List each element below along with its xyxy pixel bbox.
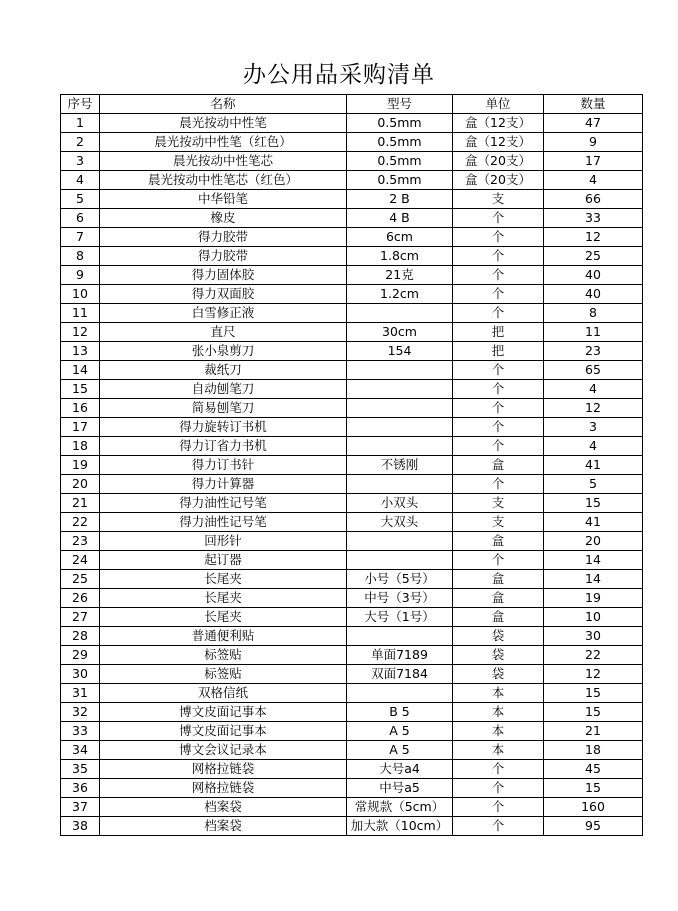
- cell-name: 得力胶带: [100, 247, 347, 266]
- cell-unit: 个: [453, 760, 544, 779]
- cell-unit: 个: [453, 228, 544, 247]
- header-unit: 单位: [453, 95, 544, 114]
- cell-unit: 袋: [453, 646, 544, 665]
- cell-no: 21: [61, 494, 100, 513]
- cell-qty: 19: [544, 589, 643, 608]
- cell-qty: 14: [544, 570, 643, 589]
- table-row: [61, 551, 643, 570]
- cell-qty: 12: [544, 399, 643, 418]
- cell-qty: 21: [544, 722, 643, 741]
- cell-unit: 个: [453, 817, 544, 836]
- cell-model: [347, 380, 453, 399]
- cell-model: A 5: [347, 741, 453, 760]
- cell-unit: 盒: [453, 608, 544, 627]
- cell-unit: 把: [453, 342, 544, 361]
- cell-no: 3: [61, 152, 100, 171]
- cell-model: [347, 437, 453, 456]
- cell-qty: 41: [544, 513, 643, 532]
- table-row: [61, 209, 643, 228]
- cell-name: 晨光按动中性笔芯（红色）: [100, 171, 347, 190]
- table-row: [61, 798, 643, 817]
- cell-no: 30: [61, 665, 100, 684]
- table-row: [61, 247, 643, 266]
- cell-qty: 12: [544, 665, 643, 684]
- cell-no: 24: [61, 551, 100, 570]
- cell-qty: 160: [544, 798, 643, 817]
- table-row: [61, 228, 643, 247]
- cell-unit: 袋: [453, 627, 544, 646]
- table-row: [61, 437, 643, 456]
- cell-name: 长尾夹: [100, 570, 347, 589]
- cell-name: 回形针: [100, 532, 347, 551]
- cell-model: 中号（3号）: [347, 589, 453, 608]
- cell-qty: 15: [544, 703, 643, 722]
- cell-model: 0.5mm: [347, 114, 453, 133]
- cell-name: 张小泉剪刀: [100, 342, 347, 361]
- cell-no: 31: [61, 684, 100, 703]
- cell-qty: 15: [544, 494, 643, 513]
- cell-model: [347, 418, 453, 437]
- table-header-row: [61, 95, 643, 114]
- cell-qty: 23: [544, 342, 643, 361]
- cell-unit: 盒: [453, 532, 544, 551]
- cell-model: [347, 361, 453, 380]
- cell-qty: 66: [544, 190, 643, 209]
- cell-no: 13: [61, 342, 100, 361]
- cell-no: 36: [61, 779, 100, 798]
- cell-model: 中号a5: [347, 779, 453, 798]
- cell-name: 得力订书针: [100, 456, 347, 475]
- cell-name: 白雪修正液: [100, 304, 347, 323]
- table-row: [61, 418, 643, 437]
- cell-unit: 本: [453, 741, 544, 760]
- cell-qty: 10: [544, 608, 643, 627]
- cell-unit: 个: [453, 304, 544, 323]
- cell-model: 4 B: [347, 209, 453, 228]
- cell-qty: 40: [544, 266, 643, 285]
- cell-no: 26: [61, 589, 100, 608]
- cell-no: 23: [61, 532, 100, 551]
- cell-no: 1: [61, 114, 100, 133]
- cell-unit: 支: [453, 190, 544, 209]
- cell-unit: 个: [453, 380, 544, 399]
- cell-name: 得力油性记号笔: [100, 494, 347, 513]
- cell-name: 标签贴: [100, 665, 347, 684]
- table-row: [61, 722, 643, 741]
- cell-no: 14: [61, 361, 100, 380]
- cell-no: 37: [61, 798, 100, 817]
- cell-qty: 30: [544, 627, 643, 646]
- cell-no: 6: [61, 209, 100, 228]
- cell-unit: 把: [453, 323, 544, 342]
- cell-qty: 20: [544, 532, 643, 551]
- cell-name: 得力订省力书机: [100, 437, 347, 456]
- cell-model: [347, 475, 453, 494]
- table-row: [61, 684, 643, 703]
- cell-model: 不锈刚: [347, 456, 453, 475]
- cell-qty: 45: [544, 760, 643, 779]
- cell-name: 起订器: [100, 551, 347, 570]
- cell-qty: 4: [544, 171, 643, 190]
- table-row: [61, 608, 643, 627]
- cell-no: 16: [61, 399, 100, 418]
- cell-unit: 个: [453, 361, 544, 380]
- cell-unit: 本: [453, 703, 544, 722]
- table-row: [61, 171, 643, 190]
- cell-name: 直尺: [100, 323, 347, 342]
- cell-qty: 18: [544, 741, 643, 760]
- cell-qty: 4: [544, 437, 643, 456]
- cell-model: 加大款（10cm）: [347, 817, 453, 836]
- cell-no: 28: [61, 627, 100, 646]
- table-row: [61, 152, 643, 171]
- table-row: [61, 399, 643, 418]
- cell-name: 长尾夹: [100, 608, 347, 627]
- cell-no: 4: [61, 171, 100, 190]
- cell-name: 晨光按动中性笔（红色）: [100, 133, 347, 152]
- header-no: 序号: [61, 95, 100, 114]
- cell-qty: 4: [544, 380, 643, 399]
- cell-name: 博文皮面记事本: [100, 703, 347, 722]
- table-row: [61, 513, 643, 532]
- cell-unit: 个: [453, 399, 544, 418]
- cell-qty: 15: [544, 779, 643, 798]
- cell-no: 33: [61, 722, 100, 741]
- cell-unit: 个: [453, 266, 544, 285]
- cell-name: 双格信纸: [100, 684, 347, 703]
- cell-name: 博文会议记录本: [100, 741, 347, 760]
- table-row: [61, 817, 643, 836]
- cell-qty: 12: [544, 228, 643, 247]
- cell-name: 档案袋: [100, 798, 347, 817]
- cell-qty: 33: [544, 209, 643, 228]
- table-row: [61, 114, 643, 133]
- cell-unit: 盒: [453, 456, 544, 475]
- cell-model: 1.8cm: [347, 247, 453, 266]
- table-row: [61, 380, 643, 399]
- cell-unit: 个: [453, 437, 544, 456]
- cell-unit: 个: [453, 209, 544, 228]
- cell-unit: 本: [453, 722, 544, 741]
- cell-model: 常规款（5cm）: [347, 798, 453, 817]
- header-name: 名称: [100, 95, 347, 114]
- cell-unit: 个: [453, 475, 544, 494]
- table-row: [61, 760, 643, 779]
- table-row: [61, 665, 643, 684]
- cell-model: A 5: [347, 722, 453, 741]
- cell-model: 1.2cm: [347, 285, 453, 304]
- cell-no: 27: [61, 608, 100, 627]
- cell-model: 小双头: [347, 494, 453, 513]
- cell-name: 自动刨笔刀: [100, 380, 347, 399]
- cell-qty: 17: [544, 152, 643, 171]
- table-row: [61, 285, 643, 304]
- table-row: [61, 266, 643, 285]
- cell-no: 9: [61, 266, 100, 285]
- cell-model: 0.5mm: [347, 152, 453, 171]
- cell-no: 22: [61, 513, 100, 532]
- cell-unit: 盒: [453, 570, 544, 589]
- cell-qty: 5: [544, 475, 643, 494]
- cell-qty: 9: [544, 133, 643, 152]
- cell-unit: 盒（12支）: [453, 114, 544, 133]
- cell-name: 晨光按动中性笔芯: [100, 152, 347, 171]
- cell-name: 长尾夹: [100, 589, 347, 608]
- cell-no: 38: [61, 817, 100, 836]
- cell-name: 橡皮: [100, 209, 347, 228]
- page-title: 办公用品采购清单: [243, 62, 435, 88]
- cell-name: 中华铅笔: [100, 190, 347, 209]
- cell-no: 5: [61, 190, 100, 209]
- cell-name: 标签贴: [100, 646, 347, 665]
- cell-name: 得力双面胶: [100, 285, 347, 304]
- cell-no: 11: [61, 304, 100, 323]
- cell-qty: 47: [544, 114, 643, 133]
- cell-qty: 40: [544, 285, 643, 304]
- purchase-table: [60, 94, 643, 836]
- cell-unit: 个: [453, 285, 544, 304]
- cell-unit: 盒（20支）: [453, 152, 544, 171]
- cell-unit: 个: [453, 418, 544, 437]
- cell-model: 大双头: [347, 513, 453, 532]
- cell-name: 得力旋转订书机: [100, 418, 347, 437]
- cell-model: 小号（5号）: [347, 570, 453, 589]
- cell-name: 简易刨笔刀: [100, 399, 347, 418]
- cell-no: 34: [61, 741, 100, 760]
- cell-model: 30cm: [347, 323, 453, 342]
- cell-no: 17: [61, 418, 100, 437]
- cell-model: [347, 627, 453, 646]
- cell-unit: 支: [453, 494, 544, 513]
- cell-model: 大号a4: [347, 760, 453, 779]
- table-row: [61, 627, 643, 646]
- cell-no: 10: [61, 285, 100, 304]
- cell-model: [347, 399, 453, 418]
- table-row: [61, 304, 643, 323]
- table-row: [61, 646, 643, 665]
- table-row: [61, 456, 643, 475]
- cell-no: 15: [61, 380, 100, 399]
- cell-unit: 个: [453, 551, 544, 570]
- table-row: [61, 741, 643, 760]
- cell-no: 29: [61, 646, 100, 665]
- cell-name: 网格拉链袋: [100, 779, 347, 798]
- table-row: [61, 323, 643, 342]
- cell-model: [347, 304, 453, 323]
- cell-qty: 8: [544, 304, 643, 323]
- cell-name: 普通便利贴: [100, 627, 347, 646]
- cell-name: 档案袋: [100, 817, 347, 836]
- cell-model: [347, 684, 453, 703]
- cell-no: 2: [61, 133, 100, 152]
- cell-model: 单面7189: [347, 646, 453, 665]
- cell-no: 7: [61, 228, 100, 247]
- cell-unit: 袋: [453, 665, 544, 684]
- cell-name: 得力计算器: [100, 475, 347, 494]
- table-row: [61, 532, 643, 551]
- cell-model: 双面7184: [347, 665, 453, 684]
- cell-unit: 个: [453, 779, 544, 798]
- table-row: [61, 475, 643, 494]
- table-row: [61, 589, 643, 608]
- cell-no: 8: [61, 247, 100, 266]
- cell-model: 154: [347, 342, 453, 361]
- cell-no: 12: [61, 323, 100, 342]
- cell-model: 0.5mm: [347, 171, 453, 190]
- cell-model: 21克: [347, 266, 453, 285]
- cell-qty: 65: [544, 361, 643, 380]
- table-row: [61, 570, 643, 589]
- cell-model: 6cm: [347, 228, 453, 247]
- cell-name: 裁纸刀: [100, 361, 347, 380]
- table-row: [61, 133, 643, 152]
- cell-name: 网格拉链袋: [100, 760, 347, 779]
- cell-qty: 41: [544, 456, 643, 475]
- cell-unit: 本: [453, 684, 544, 703]
- table-row: [61, 190, 643, 209]
- cell-no: 18: [61, 437, 100, 456]
- cell-unit: 个: [453, 798, 544, 817]
- cell-no: 25: [61, 570, 100, 589]
- cell-qty: 14: [544, 551, 643, 570]
- table-row: [61, 342, 643, 361]
- cell-model: [347, 551, 453, 570]
- table-row: [61, 361, 643, 380]
- cell-unit: 盒（12支）: [453, 133, 544, 152]
- cell-name: 得力胶带: [100, 228, 347, 247]
- cell-name: 晨光按动中性笔: [100, 114, 347, 133]
- header-model: 型号: [347, 95, 453, 114]
- cell-name: 得力油性记号笔: [100, 513, 347, 532]
- table-row: [61, 779, 643, 798]
- cell-unit: 支: [453, 513, 544, 532]
- cell-model: 2 B: [347, 190, 453, 209]
- table-row: [61, 494, 643, 513]
- table-body: [61, 114, 643, 836]
- cell-model: [347, 532, 453, 551]
- cell-model: B 5: [347, 703, 453, 722]
- cell-no: 35: [61, 760, 100, 779]
- cell-no: 19: [61, 456, 100, 475]
- cell-qty: 95: [544, 817, 643, 836]
- cell-no: 20: [61, 475, 100, 494]
- cell-qty: 3: [544, 418, 643, 437]
- cell-model: 0.5mm: [347, 133, 453, 152]
- cell-unit: 盒: [453, 589, 544, 608]
- cell-no: 32: [61, 703, 100, 722]
- cell-qty: 15: [544, 684, 643, 703]
- cell-model: 大号（1号）: [347, 608, 453, 627]
- cell-name: 得力固体胶: [100, 266, 347, 285]
- table-row: [61, 703, 643, 722]
- cell-qty: 25: [544, 247, 643, 266]
- cell-unit: 盒（20支）: [453, 171, 544, 190]
- cell-qty: 22: [544, 646, 643, 665]
- cell-unit: 个: [453, 247, 544, 266]
- cell-name: 博文皮面记事本: [100, 722, 347, 741]
- header-qty: 数量: [544, 95, 643, 114]
- cell-qty: 11: [544, 323, 643, 342]
